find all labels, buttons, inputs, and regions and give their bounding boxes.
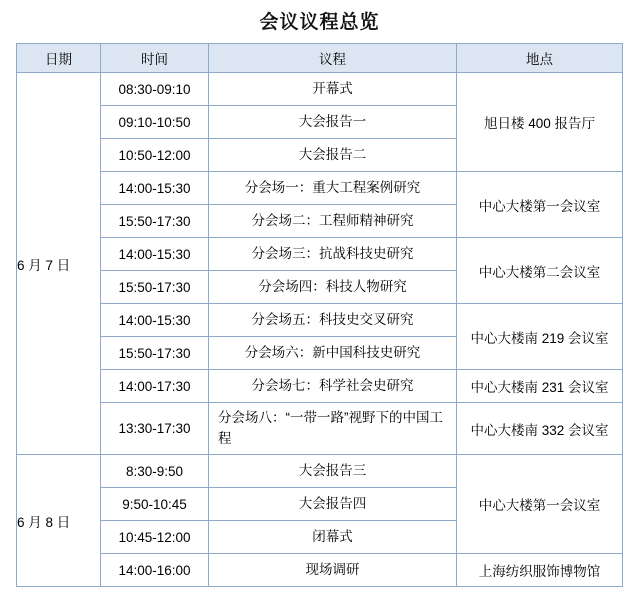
cell-place: 旭日楼 400 报告厅 [457, 73, 623, 172]
cell-agenda: 大会报告一 [209, 106, 457, 139]
cell-date: 6 月 7 日 [17, 73, 101, 455]
cell-time: 15:50-17:30 [101, 205, 209, 238]
cell-agenda: 闭幕式 [209, 521, 457, 554]
cell-place: 上海纺织服饰博物馆 [457, 554, 623, 587]
cell-time: 14:00-17:30 [101, 370, 209, 403]
cell-place: 中心大楼第一会议室 [457, 455, 623, 554]
table-row [17, 73, 623, 106]
column-header-date: 日期 [17, 44, 101, 73]
table-body [17, 73, 623, 587]
column-header-place: 地点 [457, 44, 623, 73]
cell-time: 8:30-9:50 [101, 455, 209, 488]
cell-agenda: 开幕式 [209, 73, 457, 106]
cell-time: 15:50-17:30 [101, 271, 209, 304]
page-title: 会议议程总览 [259, 12, 380, 33]
cell-agenda: 分会场一：重大工程案例研究 [209, 172, 457, 205]
table-row [17, 172, 623, 205]
cell-time: 14:00-16:00 [101, 554, 209, 587]
cell-time: 14:00-15:30 [101, 238, 209, 271]
column-header-time: 时间 [101, 44, 209, 73]
cell-place: 中心大楼南 332 会议室 [457, 403, 623, 455]
table-header-row [17, 44, 623, 73]
table-row [17, 238, 623, 271]
table-row [17, 554, 623, 587]
cell-agenda: 分会场五：科技史交叉研究 [209, 304, 457, 337]
cell-date: 6 月 8 日 [17, 455, 101, 587]
cell-agenda: 分会场四：科技人物研究 [209, 271, 457, 304]
table-row [17, 455, 623, 488]
cell-time: 14:00-15:30 [101, 304, 209, 337]
cell-place: 中心大楼第一会议室 [457, 172, 623, 238]
cell-time: 09:10-10:50 [101, 106, 209, 139]
cell-agenda: 大会报告三 [209, 455, 457, 488]
cell-place: 中心大楼南 231 会议室 [457, 370, 623, 403]
cell-time: 08:30-09:10 [101, 73, 209, 106]
cell-place: 中心大楼南 219 会议室 [457, 304, 623, 370]
table-header [17, 44, 623, 73]
cell-agenda: 大会报告四 [209, 488, 457, 521]
cell-time: 10:50-12:00 [101, 139, 209, 172]
cell-time: 10:45-12:00 [101, 521, 209, 554]
cell-agenda: 现场调研 [209, 554, 457, 587]
cell-time: 13:30-17:30 [101, 403, 209, 455]
table-row [17, 403, 623, 455]
table-row [17, 370, 623, 403]
cell-agenda: 分会场六：新中国科技史研究 [209, 337, 457, 370]
conference-schedule-table [16, 43, 623, 587]
cell-agenda: 分会场三：抗战科技史研究 [209, 238, 457, 271]
cell-agenda: 分会场七：科学社会史研究 [209, 370, 457, 403]
table-row [17, 304, 623, 337]
cell-agenda: 分会场二：工程师精神研究 [209, 205, 457, 238]
cell-time: 15:50-17:30 [101, 337, 209, 370]
cell-time: 9:50-10:45 [101, 488, 209, 521]
cell-agenda: 分会场八：“一带一路”视野下的中国工程 [209, 403, 457, 455]
cell-time: 14:00-15:30 [101, 172, 209, 205]
cell-agenda: 大会报告二 [209, 139, 457, 172]
column-header-agenda: 议程 [209, 44, 457, 73]
cell-place: 中心大楼第二会议室 [457, 238, 623, 304]
